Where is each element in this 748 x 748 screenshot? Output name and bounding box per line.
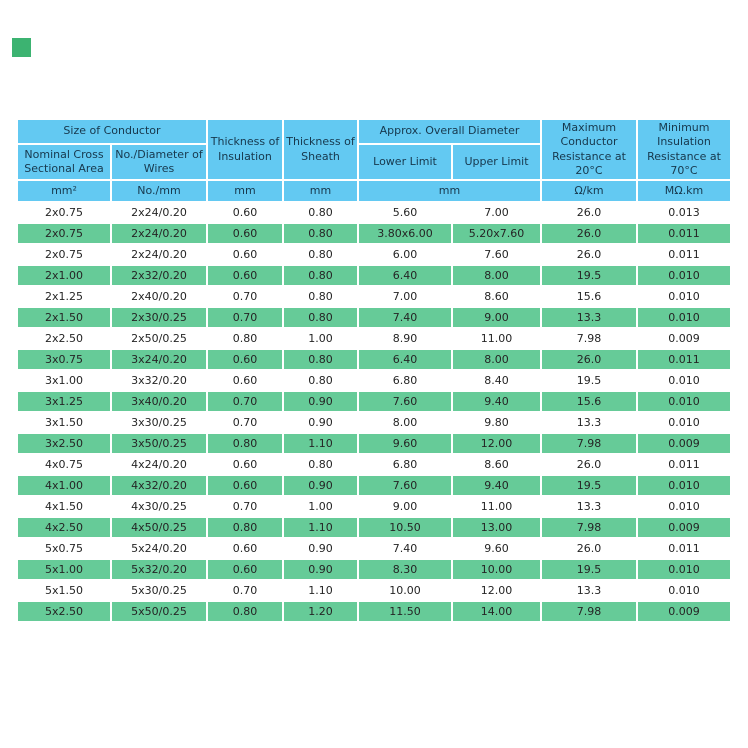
- table-cell: 8.00: [359, 413, 451, 432]
- table-cell: 0.60: [208, 203, 282, 222]
- table-cell: 26.0: [542, 245, 636, 264]
- table-cell: 0.010: [638, 581, 730, 600]
- table-row: [18, 581, 730, 600]
- header-nominal-cross-sectional-area: Nominal Cross Sectional Area: [18, 145, 110, 179]
- table-cell: 0.80: [284, 203, 357, 222]
- header-max-conductor-resistance: Maximum Conductor Resistance at 20°C: [542, 120, 636, 179]
- table-cell: 0.60: [208, 266, 282, 285]
- table-cell: 19.5: [542, 371, 636, 390]
- table-row: [18, 602, 730, 621]
- header-min-insulation-resistance: Minimum Insulation Resistance at 70°C: [638, 120, 730, 179]
- table-cell: 0.010: [638, 308, 730, 327]
- table-cell: 0.70: [208, 308, 282, 327]
- table-cell: 0.010: [638, 413, 730, 432]
- table-cell: 2x1.00: [18, 266, 110, 285]
- header-no-diameter-of-wires: No./Diameter of Wires: [112, 145, 206, 179]
- table-cell: 6.00: [359, 245, 451, 264]
- table-cell: 26.0: [542, 224, 636, 243]
- table-row: [18, 434, 730, 453]
- table-cell: 0.009: [638, 602, 730, 621]
- table-cell: 19.5: [542, 476, 636, 495]
- table-body: [18, 203, 730, 621]
- table-cell: 5x50/0.25: [112, 602, 206, 621]
- table-cell: 0.90: [284, 539, 357, 558]
- table-cell: 13.00: [453, 518, 540, 537]
- header-upper-limit: Upper Limit: [453, 145, 540, 179]
- table-cell: 26.0: [542, 455, 636, 474]
- table-row: [18, 266, 730, 285]
- table-cell: 15.6: [542, 287, 636, 306]
- table-cell: 7.98: [542, 329, 636, 348]
- table-cell: 0.60: [208, 350, 282, 369]
- table-cell: 0.90: [284, 392, 357, 411]
- table-cell: 3.80x6.00: [359, 224, 451, 243]
- table-cell: 4x32/0.20: [112, 476, 206, 495]
- table-cell: 4x30/0.25: [112, 497, 206, 516]
- table-cell: 0.010: [638, 497, 730, 516]
- table-cell: 0.60: [208, 224, 282, 243]
- table-cell: 0.80: [208, 434, 282, 453]
- table-cell: 7.00: [359, 287, 451, 306]
- table-cell: 8.00: [453, 350, 540, 369]
- table-row: [18, 308, 730, 327]
- table-cell: 9.40: [453, 476, 540, 495]
- table-cell: 1.20: [284, 602, 357, 621]
- table-cell: 2x2.50: [18, 329, 110, 348]
- table-cell: 3x50/0.25: [112, 434, 206, 453]
- table-cell: 2x24/0.20: [112, 224, 206, 243]
- table-header: [18, 120, 730, 201]
- table-cell: 7.98: [542, 434, 636, 453]
- table-cell: 0.90: [284, 476, 357, 495]
- table-cell: 1.10: [284, 434, 357, 453]
- unit-insulation: mm: [208, 181, 282, 201]
- table-cell: 5x2.50: [18, 602, 110, 621]
- table-cell: 0.80: [284, 455, 357, 474]
- table-cell: 0.60: [208, 560, 282, 579]
- table-cell: 13.3: [542, 581, 636, 600]
- table-cell: 8.60: [453, 287, 540, 306]
- table-cell: 5x0.75: [18, 539, 110, 558]
- table-cell: 0.90: [284, 560, 357, 579]
- table-cell: 7.98: [542, 602, 636, 621]
- table-cell: 4x24/0.20: [112, 455, 206, 474]
- table-cell: 8.40: [453, 371, 540, 390]
- table-cell: 8.00: [453, 266, 540, 285]
- table-cell: 0.010: [638, 371, 730, 390]
- table-cell: 0.70: [208, 581, 282, 600]
- table-cell: 0.80: [208, 329, 282, 348]
- table-cell: 2x32/0.20: [112, 266, 206, 285]
- table-cell: 2x0.75: [18, 224, 110, 243]
- table-cell: 7.98: [542, 518, 636, 537]
- table-cell: 2x1.50: [18, 308, 110, 327]
- table-cell: 2x30/0.25: [112, 308, 206, 327]
- table-cell: 13.3: [542, 497, 636, 516]
- table-cell: 5x32/0.20: [112, 560, 206, 579]
- table-cell: 0.80: [284, 245, 357, 264]
- table-cell: 3x24/0.20: [112, 350, 206, 369]
- table-cell: 5x1.50: [18, 581, 110, 600]
- green-square-decoration: [12, 38, 31, 57]
- table-cell: 19.5: [542, 560, 636, 579]
- table-cell: 0.009: [638, 329, 730, 348]
- table-cell: 0.70: [208, 497, 282, 516]
- table-cell: 6.40: [359, 266, 451, 285]
- table-cell: 5x30/0.25: [112, 581, 206, 600]
- table-cell: 15.6: [542, 392, 636, 411]
- table-cell: 2x40/0.20: [112, 287, 206, 306]
- table-row: [18, 455, 730, 474]
- table-cell: 0.011: [638, 350, 730, 369]
- table-cell: 11.00: [453, 497, 540, 516]
- table-cell: 3x40/0.20: [112, 392, 206, 411]
- table-cell: 9.40: [453, 392, 540, 411]
- table-cell: 0.60: [208, 371, 282, 390]
- table-cell: 5x1.00: [18, 560, 110, 579]
- table-cell: 1.00: [284, 497, 357, 516]
- table-cell: 8.90: [359, 329, 451, 348]
- table-cell: 9.60: [359, 434, 451, 453]
- table-cell: 3x0.75: [18, 350, 110, 369]
- table-cell: 26.0: [542, 203, 636, 222]
- table-cell: 19.5: [542, 266, 636, 285]
- table-cell: 7.00: [453, 203, 540, 222]
- table-cell: 13.3: [542, 308, 636, 327]
- table-cell: 10.00: [359, 581, 451, 600]
- table-cell: 2x1.25: [18, 287, 110, 306]
- table-cell: 0.90: [284, 413, 357, 432]
- table-cell: 0.009: [638, 518, 730, 537]
- unit-max-resistance: Ω/km: [542, 181, 636, 201]
- table-row: [18, 203, 730, 222]
- table-cell: 1.00: [284, 329, 357, 348]
- table-cell: 0.80: [284, 287, 357, 306]
- table-cell: 4x50/0.25: [112, 518, 206, 537]
- header-approx-overall-diameter: Approx. Overall Diameter: [359, 120, 540, 143]
- table-cell: 4x0.75: [18, 455, 110, 474]
- table-cell: 0.011: [638, 224, 730, 243]
- table-cell: 3x1.00: [18, 371, 110, 390]
- table-cell: 14.00: [453, 602, 540, 621]
- table-cell: 9.00: [453, 308, 540, 327]
- table-row: [18, 329, 730, 348]
- table-cell: 4x1.00: [18, 476, 110, 495]
- table-row: [18, 371, 730, 390]
- table-cell: 0.010: [638, 560, 730, 579]
- table-cell: 2x0.75: [18, 245, 110, 264]
- table-cell: 8.30: [359, 560, 451, 579]
- table-cell: 2x24/0.20: [112, 245, 206, 264]
- table-cell: 3x30/0.25: [112, 413, 206, 432]
- table-cell: 2x0.75: [18, 203, 110, 222]
- table-cell: 12.00: [453, 434, 540, 453]
- table-row: [18, 224, 730, 243]
- table-row: [18, 518, 730, 537]
- table-cell: 10.50: [359, 518, 451, 537]
- table-cell: 12.00: [453, 581, 540, 600]
- table-row: [18, 245, 730, 264]
- table-cell: 0.70: [208, 392, 282, 411]
- table-cell: 0.70: [208, 413, 282, 432]
- table-row: [18, 476, 730, 495]
- table-cell: 8.60: [453, 455, 540, 474]
- table-cell: 1.10: [284, 518, 357, 537]
- cable-spec-table: [16, 118, 732, 623]
- table-cell: 7.60: [359, 392, 451, 411]
- table-cell: 5.60: [359, 203, 451, 222]
- table-cell: 2x24/0.20: [112, 203, 206, 222]
- table-cell: 9.60: [453, 539, 540, 558]
- unit-nominal-area: mm²: [18, 181, 110, 201]
- table-cell: 26.0: [542, 350, 636, 369]
- header-thickness-insulation: Thickness of Insulation: [208, 120, 282, 179]
- unit-min-resistance: MΩ.km: [638, 181, 730, 201]
- table-row: [18, 497, 730, 516]
- table-cell: 6.80: [359, 455, 451, 474]
- table-row: [18, 413, 730, 432]
- table-cell: 0.60: [208, 455, 282, 474]
- table-cell: 0.010: [638, 392, 730, 411]
- table-cell: 0.010: [638, 476, 730, 495]
- table-cell: 0.70: [208, 287, 282, 306]
- unit-no-diameter: No./mm: [112, 181, 206, 201]
- table-cell: 2x50/0.25: [112, 329, 206, 348]
- table-cell: 0.80: [284, 350, 357, 369]
- table-cell: 5x24/0.20: [112, 539, 206, 558]
- table-cell: 9.80: [453, 413, 540, 432]
- table-cell: 0.010: [638, 287, 730, 306]
- table-cell: 7.60: [453, 245, 540, 264]
- header-size-of-conductor: Size of Conductor: [18, 120, 206, 143]
- table-cell: 0.80: [284, 224, 357, 243]
- table-cell: 4x2.50: [18, 518, 110, 537]
- table-cell: 11.00: [453, 329, 540, 348]
- unit-sheath: mm: [284, 181, 357, 201]
- table-cell: 0.011: [638, 245, 730, 264]
- table-cell: 0.013: [638, 203, 730, 222]
- table-cell: 10.00: [453, 560, 540, 579]
- table-cell: 5.20x7.60: [453, 224, 540, 243]
- table-cell: 3x2.50: [18, 434, 110, 453]
- table-cell: 0.60: [208, 476, 282, 495]
- table-cell: 7.40: [359, 539, 451, 558]
- table-cell: 0.010: [638, 266, 730, 285]
- table-cell: 9.00: [359, 497, 451, 516]
- table-cell: 0.011: [638, 455, 730, 474]
- table-cell: 26.0: [542, 539, 636, 558]
- table-cell: 0.80: [208, 518, 282, 537]
- table-cell: 7.60: [359, 476, 451, 495]
- table-row: [18, 539, 730, 558]
- header-lower-limit: Lower Limit: [359, 145, 451, 179]
- table-cell: 4x1.50: [18, 497, 110, 516]
- table-cell: 3x1.25: [18, 392, 110, 411]
- table-cell: 3x32/0.20: [112, 371, 206, 390]
- table-cell: 6.80: [359, 371, 451, 390]
- table-cell: 6.40: [359, 350, 451, 369]
- table-cell: 3x1.50: [18, 413, 110, 432]
- table-cell: 0.60: [208, 539, 282, 558]
- table-cell: 0.011: [638, 539, 730, 558]
- table-cell: 11.50: [359, 602, 451, 621]
- table-cell: 13.3: [542, 413, 636, 432]
- table-cell: 0.80: [208, 602, 282, 621]
- table-row: [18, 287, 730, 306]
- table-row: [18, 560, 730, 579]
- unit-overall-diameter: mm: [359, 181, 540, 201]
- table-cell: 0.80: [284, 266, 357, 285]
- table-cell: 7.40: [359, 308, 451, 327]
- header-thickness-sheath: Thickness of Sheath: [284, 120, 357, 179]
- table-row: [18, 392, 730, 411]
- table-cell: 0.80: [284, 371, 357, 390]
- table-cell: 0.80: [284, 308, 357, 327]
- table-cell: 0.60: [208, 245, 282, 264]
- table-cell: 1.10: [284, 581, 357, 600]
- table-row: [18, 350, 730, 369]
- table-cell: 0.009: [638, 434, 730, 453]
